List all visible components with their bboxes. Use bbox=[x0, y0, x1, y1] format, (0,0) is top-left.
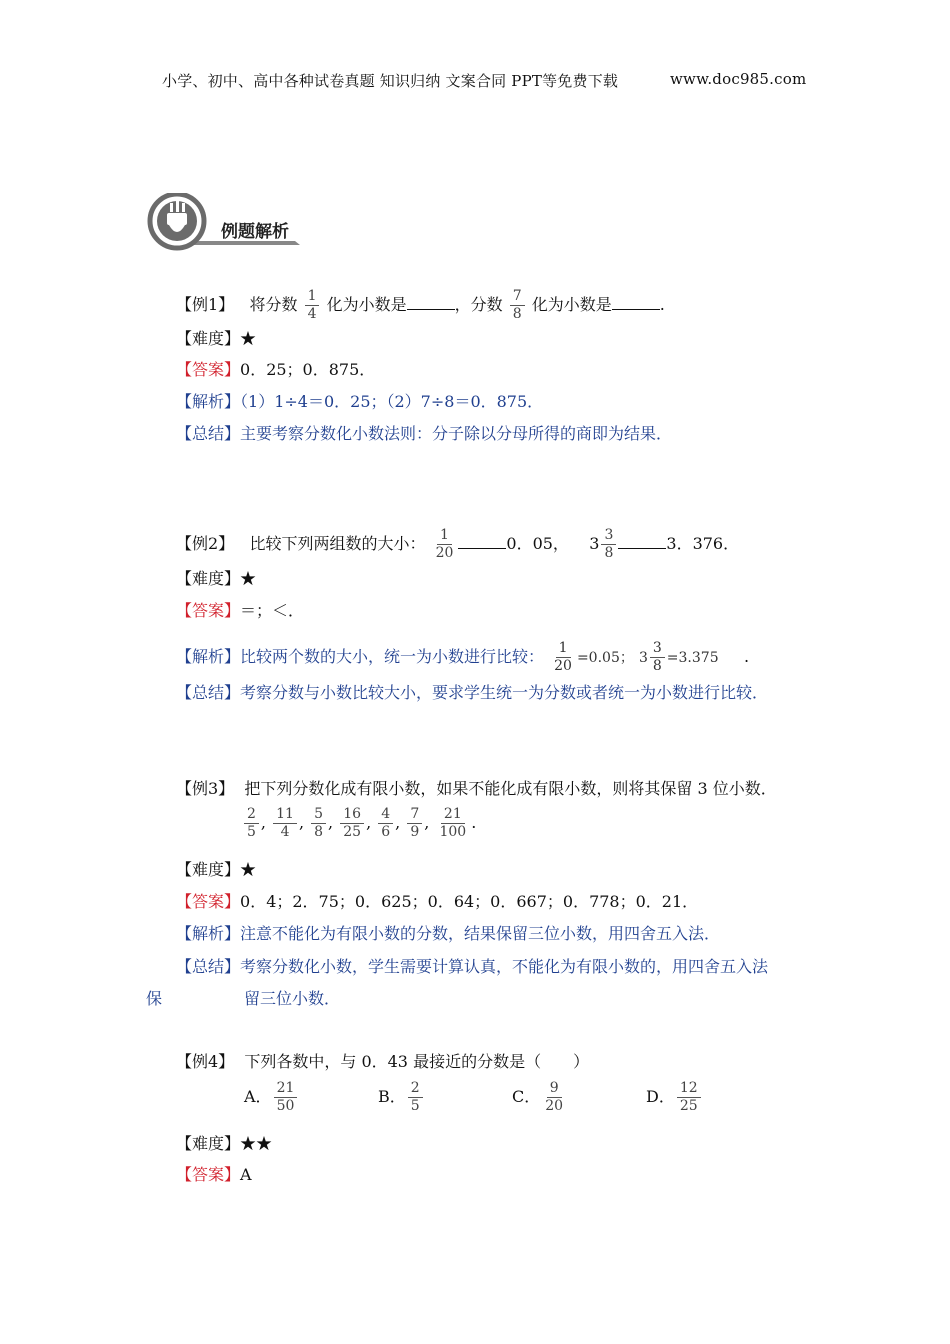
fraction: $\frac{21}{50}$ bbox=[274, 1080, 298, 1115]
question-text: 3．376． bbox=[666, 534, 740, 553]
answer-text: A bbox=[240, 1165, 252, 1184]
fraction: $\frac{16}{25}$ bbox=[340, 806, 364, 841]
fraction: $\frac{9}{20}$ bbox=[545, 1080, 564, 1114]
analysis-text: 比较两个数的大小，统一为小数进行比较： bbox=[240, 647, 545, 666]
section-title-badge bbox=[145, 193, 305, 251]
question-text: 比较下列两组数的大小： bbox=[249, 534, 426, 553]
header-url: www.doc985.com bbox=[670, 70, 807, 88]
difficulty-tag: 【难度】 bbox=[176, 329, 241, 348]
analysis-expression: =0.05； bbox=[576, 650, 634, 666]
analysis-row bbox=[176, 392, 543, 412]
example-tag: 【例1】 bbox=[176, 295, 235, 314]
fraction: $\frac{5}{8}$ bbox=[311, 806, 326, 841]
question-text: . bbox=[659, 295, 665, 314]
difficulty-tag: 【难度】 bbox=[176, 860, 241, 879]
summary-row bbox=[176, 424, 672, 444]
analysis-tag: 【解析】 bbox=[176, 392, 241, 411]
question-text: 化为小数是 bbox=[531, 295, 612, 314]
answer-blank bbox=[612, 295, 660, 310]
example-3-question bbox=[176, 779, 777, 799]
answer-row bbox=[176, 1165, 252, 1185]
section-title: 例题解析 bbox=[221, 222, 289, 242]
analysis-tag: 【解析】 bbox=[176, 647, 241, 666]
fraction: $\frac{1}{20}$ bbox=[554, 640, 572, 674]
summary-wrap-start: 保 bbox=[146, 989, 163, 1008]
fraction: $\frac{2}{5}$ bbox=[244, 806, 259, 841]
answer-blank bbox=[458, 534, 506, 549]
question-text: ，分数 bbox=[454, 295, 503, 314]
difficulty-tag: 【难度】 bbox=[176, 569, 241, 588]
analysis-row bbox=[176, 640, 749, 675]
difficulty-stars: ★ bbox=[240, 569, 257, 588]
difficulty-tag: 【难度】 bbox=[176, 1134, 241, 1153]
difficulty-stars: ★ bbox=[240, 329, 257, 348]
option-a: A． $\frac{21}{50}$ bbox=[244, 1080, 299, 1115]
answer-text: ＝；＜． bbox=[240, 601, 305, 620]
fraction: $\frac{7}{9}$ bbox=[407, 806, 422, 841]
question-text: 化为小数是 bbox=[326, 295, 407, 314]
example-tag: 【例3】 bbox=[176, 779, 235, 798]
analysis-end: . bbox=[744, 647, 750, 666]
answer-row bbox=[176, 360, 375, 380]
example-tag: 【例4】 bbox=[176, 1052, 235, 1071]
summary-tag: 【总结】 bbox=[176, 683, 241, 702]
option-d: D． $\frac{12}{25}$ bbox=[646, 1080, 703, 1115]
answer-tag: 【答案】 bbox=[176, 360, 241, 379]
answer-blank bbox=[618, 534, 666, 549]
question-text: 下列各数中，与 0．43 最接近的分数是（ ） bbox=[244, 1052, 590, 1071]
option-b: B． $\frac{2}{5}$ bbox=[378, 1080, 425, 1115]
analysis-expression: =3.375 bbox=[666, 650, 719, 666]
summary-text: 考察分数与小数比较大小，要求学生统一为分数或者统一为小数进行比较． bbox=[240, 683, 769, 702]
answer-tag: 【答案】 bbox=[176, 1165, 241, 1184]
answer-tag: 【答案】 bbox=[176, 892, 241, 911]
analysis-row bbox=[176, 924, 720, 944]
summary-text: 主要考察分数化小数法则：分子除以分母所得的商即为结果． bbox=[240, 424, 673, 443]
summary-tag: 【总结】 bbox=[176, 424, 241, 443]
fraction: $\frac{21}{100}$ bbox=[439, 806, 467, 840]
difficulty-stars: ★ bbox=[240, 860, 257, 879]
analysis-text: 注意不能化为有限小数的分数，结果保留三位小数，用四舍五入法． bbox=[240, 924, 721, 943]
difficulty-row bbox=[176, 569, 256, 589]
difficulty-row bbox=[176, 329, 256, 349]
question-text: 把下列分数化成有限小数，如果不能化成有限小数，则将其保留 3 位小数． bbox=[244, 779, 777, 798]
fraction: $\frac{7}{8}$ bbox=[510, 288, 525, 323]
mixed-number-whole: 3 bbox=[589, 534, 600, 553]
answer-row bbox=[176, 601, 304, 621]
question-text: 0．05， bbox=[506, 534, 569, 553]
summary-wrap-end: 留三位小数． bbox=[244, 989, 341, 1008]
fraction: $\frac{1}{20}$ bbox=[435, 527, 454, 561]
fraction: $\frac{4}{6}$ bbox=[378, 806, 393, 841]
answer-text: 0．4；2．75；0．625；0．64；0．667；0．778；0．21． bbox=[240, 892, 699, 911]
answer-row bbox=[176, 892, 698, 912]
fraction: $\frac{11}{4}$ bbox=[273, 806, 297, 841]
answer-blank bbox=[407, 295, 455, 310]
answer-text: 0．25；0．875． bbox=[240, 360, 376, 379]
example-tag: 【例2】 bbox=[176, 534, 235, 553]
fraction: $\frac{1}{4}$ bbox=[305, 288, 320, 323]
option-c: C． $\frac{9}{20}$ bbox=[512, 1080, 568, 1115]
analysis-text: （1）1÷4＝0．25；（2）7÷8＝0．875． bbox=[240, 392, 544, 411]
difficulty-row bbox=[176, 1134, 272, 1154]
fraction-list: $\frac{2}{5}$ , $\frac{11}{4}$ , $\frac{5}{8}$ , $\frac{16}{25}$ , $\frac{4}{6}$ , $\frac{7}{9}$ , $\frac{21}{100}$ . bbox=[242, 806, 476, 841]
fraction: $\frac{3}{8}$ bbox=[650, 640, 665, 675]
analysis-tag: 【解析】 bbox=[176, 924, 241, 943]
fraction: $\frac{2}{5}$ bbox=[408, 1080, 423, 1115]
summary-row bbox=[176, 957, 768, 977]
example-2-question bbox=[176, 527, 739, 562]
summary-tag: 【总结】 bbox=[176, 957, 241, 976]
summary-text: 考察分数化小数，学生需要计算认真，不能化为有限小数的，用四舍五入法 bbox=[240, 957, 769, 976]
answer-tag: 【答案】 bbox=[176, 601, 241, 620]
mixed-number-whole: 3 bbox=[638, 650, 648, 666]
difficulty-row bbox=[176, 860, 256, 880]
difficulty-stars: ★★ bbox=[240, 1134, 273, 1153]
header-text: 小学、初中、高中各种试卷真题 知识归纳 文案合同 PPT等免费下载 bbox=[162, 72, 619, 90]
example-1-question bbox=[176, 288, 665, 323]
fraction: $\frac{3}{8}$ bbox=[601, 527, 616, 562]
summary-row bbox=[176, 683, 768, 703]
example-4-question bbox=[176, 1052, 589, 1072]
question-text: 将分数 bbox=[249, 295, 298, 314]
fraction: $\frac{12}{25}$ bbox=[677, 1080, 701, 1115]
